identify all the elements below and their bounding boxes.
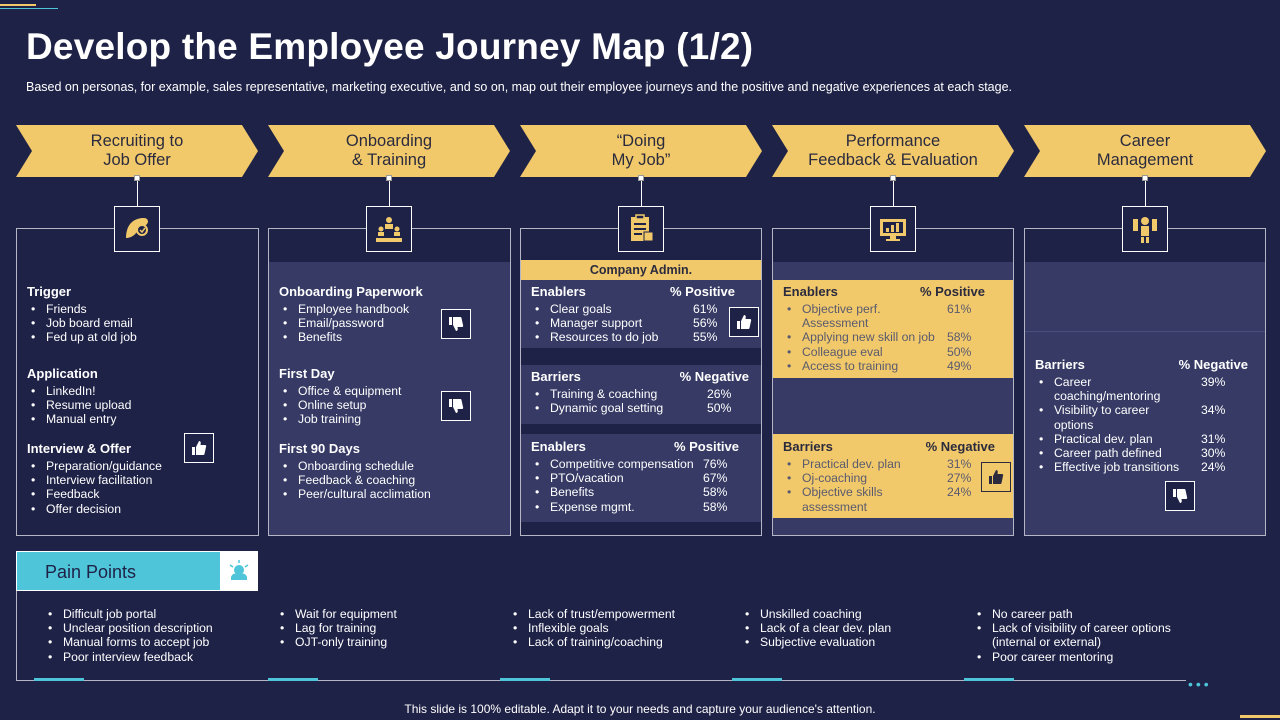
list-item: • Preparation/guidance: [27, 459, 252, 473]
list-item: • Poor career mentoring: [973, 650, 1191, 664]
thumbs-up-icon: [981, 462, 1011, 492]
barriers-section: [531, 369, 749, 415]
list-item: • Competitive compensation 76%: [531, 457, 739, 471]
enablers-section: [531, 284, 735, 345]
stage-label: “Doing My Job”: [611, 132, 671, 169]
list-item: • Friends: [27, 302, 252, 316]
thumbs-down-icon: [441, 391, 471, 421]
list-item: • Job training: [279, 412, 504, 426]
list-item: • Unskilled coaching: [741, 607, 961, 621]
pain-points-icon: [220, 552, 257, 590]
list-item: • No career path: [973, 607, 1191, 621]
list-item: • Expense mgmt. 58%: [531, 500, 739, 514]
list-item: • Inflexible goals: [509, 621, 729, 635]
thumbs-up-icon: [729, 307, 759, 337]
list-item: • Access to training 49%: [783, 359, 985, 373]
list-item: • Feedback & coaching: [279, 473, 504, 487]
pain-points-column: [276, 607, 496, 650]
career-growth-icon: [1122, 206, 1168, 252]
page-title: Develop the Employee Journey Map (1/2): [26, 26, 754, 67]
stage-label: Performance Feedback & Evaluation: [808, 132, 978, 169]
list-item: • Peer/cultural acclimation: [279, 487, 504, 501]
list-item: • Lack of visibility of career options (internal or external): [973, 621, 1191, 649]
stage-label: Recruiting to Job Offer: [90, 132, 184, 169]
baseline-accent: [268, 678, 318, 681]
pain-points-column: [44, 607, 264, 664]
list-item: • Career coaching/mentoring 39%: [1035, 375, 1233, 403]
list-item: • Practical dev. plan 31%: [1035, 432, 1233, 446]
connector-dot: [134, 175, 140, 181]
baseline-accent: [732, 678, 782, 681]
connector-line: [893, 177, 894, 207]
pain-points-header: [16, 551, 258, 591]
connector-line: [1145, 177, 1146, 207]
thumbs-up-icon: [184, 433, 214, 463]
metric-label: % Negative: [925, 439, 995, 454]
clipboard-document-icon: [618, 206, 664, 252]
metric-label: % Positive: [673, 439, 739, 454]
top-accent-line: [0, 4, 36, 6]
section-title: Enablers: [531, 284, 586, 299]
list-item: • Visibility to career options 34%: [1035, 403, 1233, 431]
list-item: • Feedback: [27, 487, 252, 501]
baseline-accent: [964, 678, 1014, 681]
section-title: Trigger: [27, 284, 72, 299]
list-item: • Clear goals 61%: [531, 302, 735, 316]
list-item: • Manual forms to accept job: [44, 635, 264, 649]
connector-dot: [638, 175, 644, 181]
list-item: • Lack of trust/empowerment: [509, 607, 729, 621]
section-title: Interview & Offer: [27, 441, 132, 456]
list-item: • PTO/vacation 67%: [531, 471, 739, 485]
section-title: Barriers: [783, 439, 833, 454]
list-item: • Employee handbook: [279, 302, 504, 316]
list-item: • Colleague eval 50%: [783, 345, 985, 359]
list-item: • Unclear position description: [44, 621, 264, 635]
list-item: • Resources to do job 55%: [531, 330, 735, 344]
list-item: • Objective skills assessment 24%: [783, 485, 975, 513]
section-title: First 90 Days: [279, 441, 360, 456]
top-accent-line-teal: [0, 8, 58, 9]
barriers-section: [783, 439, 995, 514]
metric-label: % Positive: [669, 284, 735, 299]
pain-points-column: [741, 607, 961, 650]
metric-label: % Positive: [919, 284, 985, 299]
pain-points-border: [16, 591, 17, 681]
stage-chevron-career: [1024, 125, 1266, 177]
section-title: First Day: [279, 366, 335, 381]
ellipsis-dots: •••: [1188, 676, 1212, 692]
list-item: • Manager support 56%: [531, 316, 735, 330]
team-training-icon: [366, 206, 412, 252]
list-item: • Subjective evaluation: [741, 635, 961, 649]
application-section: [27, 366, 252, 427]
list-item: • Training & coaching 26%: [531, 387, 749, 401]
stage-chevron-onboarding: [268, 125, 510, 177]
list-item: • Effective job transitions 24%: [1035, 460, 1233, 474]
list-item: • Office & equipment: [279, 384, 504, 398]
section-title: Onboarding Paperwork: [279, 284, 423, 299]
list-item: • Email/password: [279, 316, 504, 330]
stage-label: Career Management: [1096, 132, 1194, 169]
enablers-section: [783, 284, 985, 373]
list-item: • LinkedIn!: [27, 384, 252, 398]
thumbs-down-icon: [441, 309, 471, 339]
section-title: Application: [27, 366, 98, 381]
section-title: Enablers: [783, 284, 838, 299]
connector-line: [137, 177, 138, 207]
list-item: • Onboarding schedule: [279, 459, 504, 473]
section-title: Barriers: [1035, 357, 1085, 372]
list-item: • OJT-only training: [276, 635, 496, 649]
list-item: • Practical dev. plan 31%: [783, 457, 975, 471]
list-item: • Lack of a clear dev. plan: [741, 621, 961, 635]
baseline-accent: [500, 678, 550, 681]
footer-note: This slide is 100% editable. Adapt it to your needs and capture your audience's attention.: [404, 702, 876, 716]
first-90-days-section: [279, 441, 504, 502]
list-item: • Poor interview feedback: [44, 650, 264, 664]
list-item: • Dynamic goal setting 50%: [531, 401, 749, 415]
list-item: • Applying new skill on job 58%: [783, 330, 985, 344]
pain-points-column: [509, 607, 729, 650]
job-offer-icon: [114, 206, 160, 252]
list-item: • Wait for equipment: [276, 607, 496, 621]
list-item: • Lag for training: [276, 621, 496, 635]
stage-chevron-performance: [772, 125, 1014, 177]
connector-line: [389, 177, 390, 207]
connector-dot: [386, 175, 392, 181]
list-item: • Offer decision: [27, 502, 252, 516]
barriers-section: [1035, 357, 1248, 474]
interview-section: [27, 441, 252, 516]
list-item: • Resume upload: [27, 398, 252, 412]
list-item: • Benefits: [279, 330, 504, 344]
divider: [1025, 331, 1265, 332]
connector-line: [641, 177, 642, 207]
section-title: Enablers: [531, 439, 586, 454]
monitor-evaluation-icon: [870, 206, 916, 252]
list-item: • Fed up at old job: [27, 330, 252, 344]
stage-chevron-recruiting: [16, 125, 258, 177]
pain-points-column: [973, 607, 1191, 664]
list-item: • Objective perf. Assessment 61%: [783, 302, 985, 330]
thumbs-down-icon: [1165, 481, 1195, 511]
list-item: • Difficult job portal: [44, 607, 264, 621]
pain-points-title: Pain Points: [45, 562, 137, 582]
enablers-section: [531, 439, 739, 514]
list-item: • Oj-coaching 27%: [783, 471, 975, 485]
page-subtitle: Based on personas, for example, sales representative, marketing executive, and so on, map out their employee journeys and the positive and negative experiences at each stage.: [26, 80, 1013, 94]
list-item: • Online setup: [279, 398, 504, 412]
metric-label: % Negative: [1178, 357, 1248, 372]
list-item: • Job board email: [27, 316, 252, 330]
list-item: • Career path defined 30%: [1035, 446, 1233, 460]
list-item: • Lack of training/coaching: [509, 635, 729, 649]
connector-dot: [1142, 175, 1148, 181]
section-title: Barriers: [531, 369, 581, 384]
metric-label: % Negative: [679, 369, 749, 384]
company-admin-label: Company Admin.: [589, 263, 693, 277]
trigger-section: [27, 284, 252, 345]
baseline-accent: [34, 678, 84, 681]
list-item: • Interview facilitation: [27, 473, 252, 487]
list-item: • Manual entry: [27, 412, 252, 426]
stage-label: Onboarding & Training: [345, 132, 433, 169]
bottom-accent-line: [1240, 715, 1280, 718]
stage-chevron-doing-my-job: [520, 125, 762, 177]
connector-dot: [890, 175, 896, 181]
list-item: • Benefits 58%: [531, 485, 739, 499]
